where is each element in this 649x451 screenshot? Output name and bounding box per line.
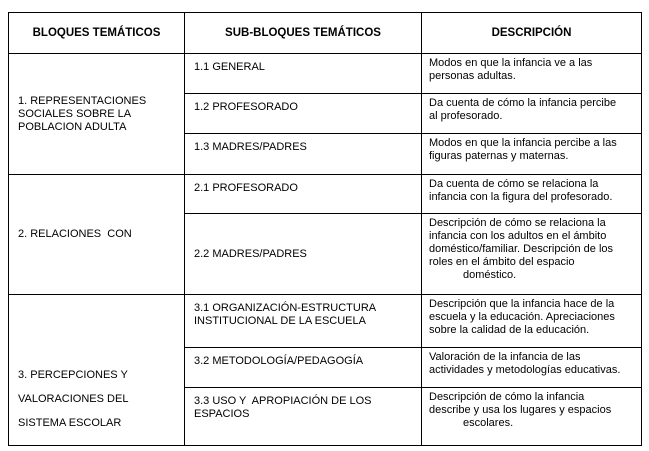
- description-line: infancia con los adultos en el ámbito: [429, 230, 607, 242]
- sub-block-cell: [185, 388, 422, 446]
- sub-block-cell: [185, 348, 422, 388]
- description-line: roles en el ámbito del espacio: [429, 256, 575, 268]
- sub-block-label: 1.1 GENERAL: [194, 61, 265, 73]
- block-label-line: 3. PERCEPCIONES Y: [18, 369, 128, 381]
- description-cell: [422, 348, 642, 388]
- thematic-blocks-table: [8, 12, 642, 446]
- sub-block-label: INSTITUCIONAL DE LA ESCUELA: [194, 315, 366, 327]
- sub-block-label: ESPACIOS: [194, 408, 250, 420]
- block-label-line: 1. REPRESENTACIONES: [18, 94, 147, 107]
- sub-block-label: 3.3 USO Y APROPIACIÓN DE LOS: [194, 395, 372, 407]
- header-descripcion: DESCRIPCIÓN: [422, 13, 642, 54]
- sub-block-label: 1.3 MADRES/PADRES: [194, 141, 307, 153]
- sub-block-cell: [185, 214, 422, 295]
- table-row: [9, 295, 642, 348]
- sub-block-cell: [185, 54, 422, 94]
- description-cell: [422, 388, 642, 446]
- header-row: [9, 13, 642, 54]
- description-line: escuela y la educación. Apreciaciones: [429, 311, 615, 323]
- sub-block-cell: [185, 295, 422, 348]
- description-cell: [422, 54, 642, 94]
- description-line: describe y usa los lugares y espacios: [429, 404, 612, 416]
- description-line: Da cuenta de cómo se relaciona la: [429, 178, 599, 190]
- table-row: [9, 54, 642, 94]
- header-bloques: BLOQUES TEMÁTICOS: [9, 13, 185, 54]
- description-line: Descripción de cómo se relaciona la: [429, 217, 606, 229]
- description-line: Modos en que la infancia ve a las: [429, 57, 593, 69]
- description-line: personas adultas.: [429, 70, 516, 82]
- description-cell: [422, 295, 642, 348]
- header-sub-bloques: SUB-BLOQUES TEMÁTICOS: [185, 13, 422, 54]
- sub-block-cell: [185, 134, 422, 175]
- description-line: Modos en que la infancia percibe a las: [429, 137, 617, 149]
- description-line: doméstico/familiar. Descripción de los: [429, 243, 614, 255]
- block-cell: [9, 54, 185, 175]
- description-line: infancia con la figura del profesorado.: [429, 191, 613, 203]
- description-cell: [422, 94, 642, 134]
- block-label-line: POBLACION ADULTA: [18, 120, 127, 133]
- description-line: escolares.: [463, 417, 514, 429]
- description-line: Da cuenta de cómo la infancia percibe: [429, 97, 617, 109]
- description-line: doméstico.: [463, 269, 517, 281]
- block-label-line: VALORACIONES DEL: [18, 393, 129, 405]
- description-cell: [422, 175, 642, 214]
- table-row: [9, 175, 642, 214]
- description-line: sobre la calidad de la educación.: [429, 324, 590, 336]
- block-label-line: SOCIALES SOBRE LA: [18, 107, 132, 120]
- sub-block-label: 3.2 METODOLOGÍA/PEDAGOGÍA: [194, 355, 364, 367]
- block-cell: [9, 175, 185, 295]
- description-line: al profesorado.: [429, 110, 503, 122]
- sub-block-label: 1.2 PROFESORADO: [194, 101, 298, 113]
- description-line: actividades y metodologías educativas.: [429, 364, 621, 376]
- block-label-line: SISTEMA ESCOLAR: [18, 417, 122, 429]
- description-cell: [422, 214, 642, 295]
- sub-block-label: 2.1 PROFESORADO: [194, 182, 298, 194]
- description-line: Descripción de cómo la infancia: [429, 391, 585, 403]
- sub-block-label: 2.2 MADRES/PADRES: [194, 247, 307, 260]
- description-line: Valoración de la infancia de las: [429, 351, 581, 363]
- block-label-line: 2. RELACIONES CON: [18, 228, 132, 240]
- sub-block-label: 3.1 ORGANIZACIÓN-ESTRUCTURA: [194, 302, 377, 314]
- block-cell: [9, 295, 185, 446]
- sub-block-cell: [185, 175, 422, 214]
- description-line: Descripción que la infancia hace de la: [429, 298, 615, 310]
- description-line: figuras paternas y maternas.: [429, 150, 569, 162]
- description-cell: [422, 134, 642, 175]
- sub-block-cell: [185, 94, 422, 134]
